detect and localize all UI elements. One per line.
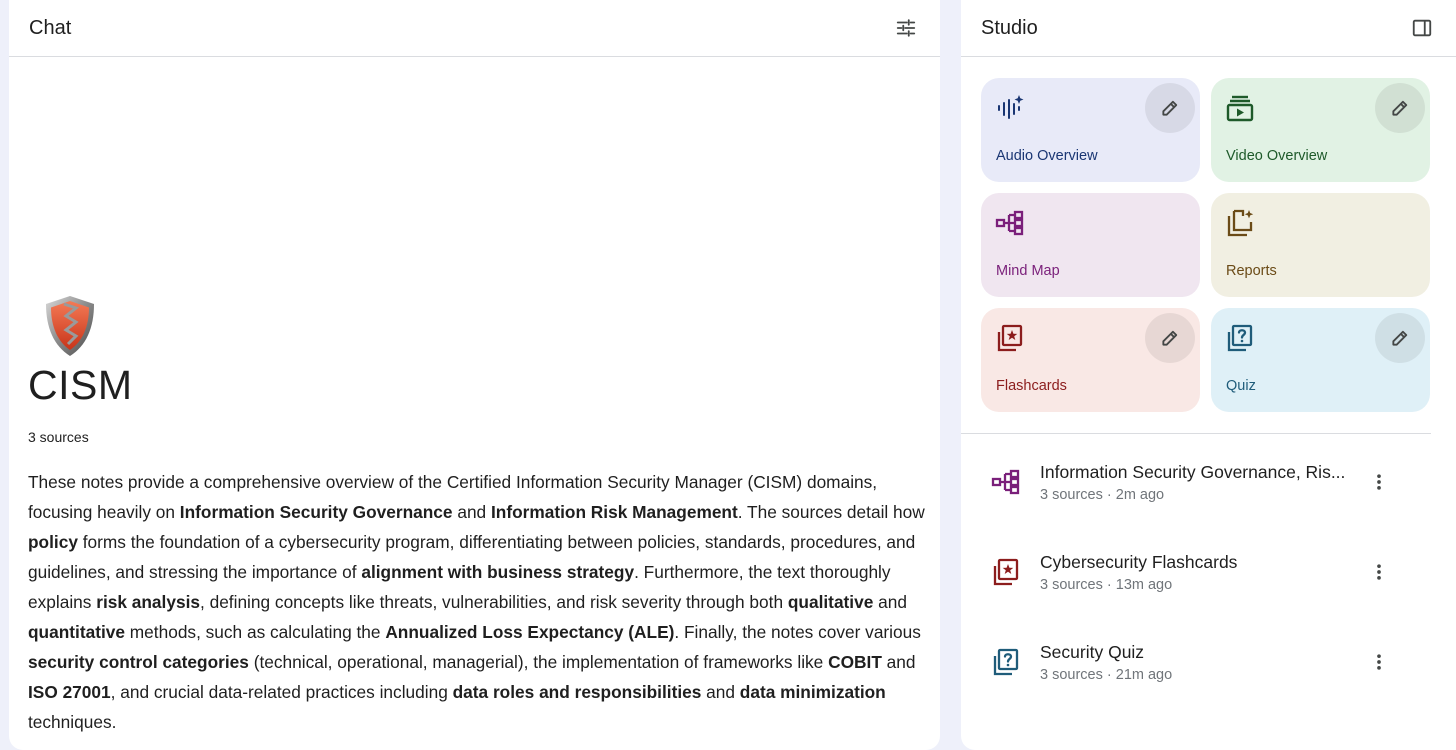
- studio-tile-label: Video Overview: [1226, 148, 1328, 164]
- note-meta: 3 sources · 2m ago: [1040, 486, 1165, 503]
- summary-emphasis: data minimization: [739, 682, 886, 702]
- summary-emphasis: data roles and responsibilities: [452, 682, 702, 702]
- chat-title: Chat: [29, 16, 72, 39]
- chat-panel: [9, 0, 940, 750]
- summary-emphasis: Annualized Loss Expectancy (ALE): [385, 622, 675, 642]
- summary-text: techniques.: [28, 712, 117, 732]
- note-item[interactable]: [981, 627, 1436, 697]
- pencil-icon[interactable]: [1375, 313, 1425, 363]
- studio-divider: [961, 433, 1431, 434]
- studio-tile-quiz[interactable]: [1211, 308, 1430, 412]
- summary-text: forms the foundation of a cybersecurity program, differentiating between policies, standards, procedures, and guidelines, and stressing the importance of: [28, 532, 916, 582]
- notebook-shield-logo: [42, 294, 98, 358]
- more-vert-icon[interactable]: [1365, 558, 1393, 586]
- note-text: [1040, 642, 1370, 683]
- pencil-icon[interactable]: [1375, 83, 1425, 133]
- studio-tile-flashcards[interactable]: [981, 308, 1200, 412]
- summary-text: methods, such as calculating the: [124, 622, 386, 642]
- studio-tile-label: Flashcards: [996, 378, 1067, 394]
- collapse-panel-icon[interactable]: [1408, 14, 1436, 42]
- note-meta: 3 sources · 13m ago: [1040, 576, 1173, 593]
- studio-panel: [961, 0, 1456, 750]
- note-text: [1040, 462, 1370, 503]
- summary-emphasis: policy: [28, 532, 78, 552]
- pencil-icon[interactable]: [1145, 83, 1195, 133]
- summary-emphasis: COBIT: [828, 652, 882, 672]
- note-item[interactable]: [981, 447, 1436, 517]
- summary-text: and: [701, 682, 740, 702]
- flashcards-icon: [991, 557, 1021, 587]
- pencil-icon[interactable]: [1145, 313, 1195, 363]
- quiz-icon: [991, 647, 1021, 677]
- summary-emphasis: risk analysis: [96, 592, 200, 612]
- summary-emphasis: ISO 27001: [28, 682, 111, 702]
- mind-map-icon: [991, 467, 1021, 497]
- studio-tile-reports[interactable]: [1211, 193, 1430, 297]
- summary-emphasis: Information Risk Management: [490, 502, 738, 522]
- summary-emphasis: quantitative: [28, 622, 125, 642]
- note-title: Security Quiz: [1040, 641, 1145, 662]
- note-title: Information Security Governance, Ris...: [1040, 461, 1346, 482]
- studio-tile-label: Mind Map: [996, 263, 1060, 279]
- summary-emphasis: qualitative: [787, 592, 874, 612]
- video-play-icon: [1225, 93, 1255, 123]
- summary-text: . Finally, the notes cover various: [674, 622, 921, 642]
- summary-text: These notes provide a comprehensive overview of the Certified Information Security Manager (CISM) domains, focusing heavily on: [28, 472, 878, 522]
- source-count: 3 sources: [28, 429, 89, 445]
- note-meta: 3 sources · 21m ago: [1040, 666, 1173, 683]
- quiz-icon: [1225, 323, 1255, 353]
- summary-text: . The sources detail how: [737, 502, 925, 522]
- reports-icon: [1225, 208, 1255, 238]
- studio-header: [961, 0, 1456, 57]
- summary-text: , and crucial data-related practices including: [110, 682, 453, 702]
- studio-tiles: [981, 78, 1431, 412]
- note-text: [1040, 552, 1370, 593]
- chat-header: [9, 0, 940, 57]
- more-vert-icon[interactable]: [1365, 648, 1393, 676]
- audio-waveform-icon: [995, 93, 1025, 123]
- studio-tile-audio-overview[interactable]: [981, 78, 1200, 182]
- summary-emphasis: alignment with business strategy: [361, 562, 635, 582]
- studio-tile-label: Reports: [1226, 263, 1277, 279]
- studio-title: Studio: [981, 16, 1038, 39]
- studio-tile-mind-map[interactable]: [981, 193, 1200, 297]
- summary-text: (technical, operational, managerial), the implementation of frameworks like: [248, 652, 829, 672]
- notebook-title: CISM: [28, 362, 133, 408]
- studio-tile-label: Quiz: [1226, 378, 1256, 394]
- flashcards-icon: [995, 323, 1025, 353]
- summary-text: and: [873, 592, 907, 612]
- settings-sliders-icon[interactable]: [892, 14, 920, 42]
- mind-map-icon: [995, 208, 1025, 238]
- summary-text: and: [452, 502, 491, 522]
- summary-text: and: [881, 652, 916, 672]
- studio-tile-video-overview[interactable]: [1211, 78, 1430, 182]
- summary-text: . Furthermore, the text thoroughly explains: [28, 562, 891, 612]
- note-item[interactable]: [981, 537, 1436, 607]
- summary-emphasis: Information Security Governance: [179, 502, 453, 522]
- summary-emphasis: security control categories: [28, 652, 249, 672]
- summary-text: , defining concepts like threats, vulnerabilities, and risk severity through both: [199, 592, 788, 612]
- more-vert-icon[interactable]: [1365, 468, 1393, 496]
- note-title: Cybersecurity Flashcards: [1040, 551, 1238, 572]
- notebook-summary: [28, 467, 928, 737]
- studio-tile-label: Audio Overview: [996, 148, 1098, 164]
